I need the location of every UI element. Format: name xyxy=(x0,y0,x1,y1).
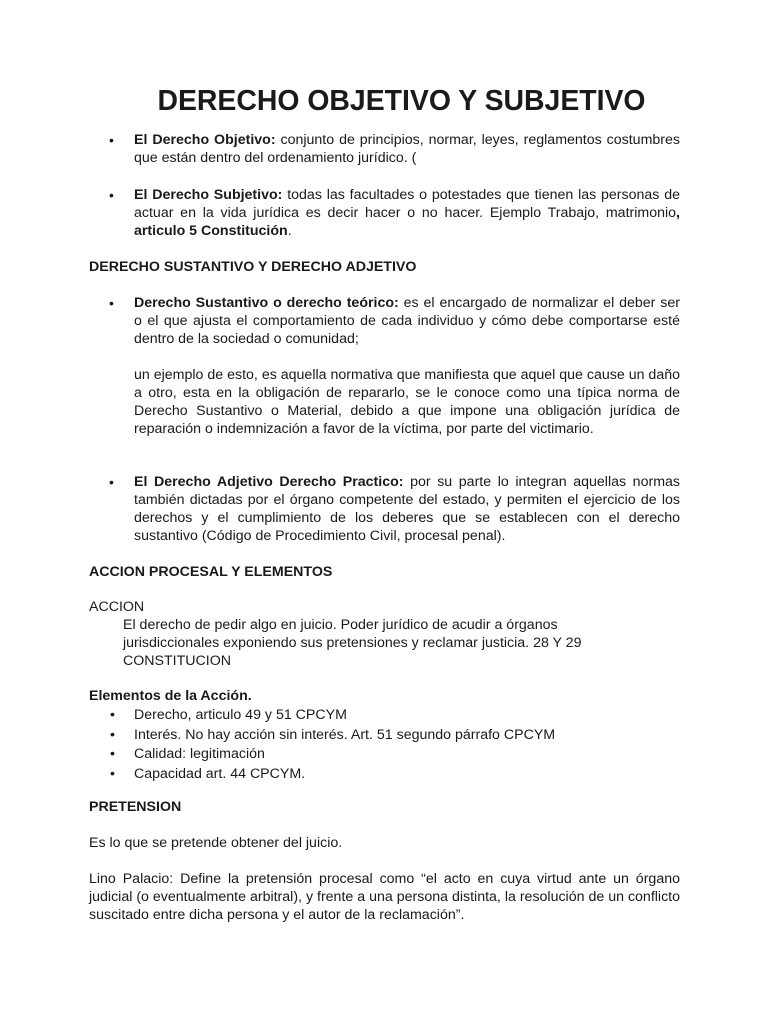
list-item-text: Interés. No hay acción sin interés. Art. 51 segundo párrafo CPCYM xyxy=(134,726,556,743)
term-definition: es el encargado de normalizar el deber ser o el que ajusta el comportamiento de cada individuo y cómo debe comportarse esté dentro de la sociedad o comunidad; xyxy=(134,295,680,347)
elementos-heading: Elementos de la Acción. xyxy=(89,688,252,704)
term-definition: por su parte lo integran aquellas normas también dictadas por el órgano competente del estado, y permiten el ejercicio de los derechos y el cumplimiento de los deberes que se establecen con el derecho sustantivo (Código de Procedimiento Civil, procesal penal). xyxy=(134,474,680,544)
term-label: El Derecho Subjetivo: xyxy=(134,187,283,203)
accion-definition: El derecho de pedir algo en juicio. Poder jurídico de acudir a órganos jurisdiccionales exponiendo sus pretensiones y reclamar justicia. 28 Y 29 CONSTITUCION xyxy=(123,617,582,669)
list-item-derecho-subjetivo xyxy=(134,186,680,240)
bullet-marker: • xyxy=(109,132,114,148)
list-item-text: Calidad: legitimación xyxy=(134,746,265,762)
bullet-marker: • xyxy=(110,707,115,723)
list-item-text: Derecho, articulo 49 y 51 CPCYM xyxy=(134,707,347,723)
section-heading-accion-procesal: ACCION PROCESAL Y ELEMENTOS xyxy=(89,564,333,580)
emphasis-text: , articulo 5 Constitución xyxy=(134,205,680,239)
list-item-derecho-adjetivo xyxy=(134,473,680,545)
elementos-list xyxy=(110,706,555,784)
bullet-marker: • xyxy=(110,746,115,762)
term-tail: . xyxy=(287,223,292,239)
list-item xyxy=(110,726,555,746)
list-item xyxy=(110,765,555,785)
term-definition: conjunto de principios, normar, leyes, reglamentos costumbres que están dentro del ordenamiento jurídico. ( xyxy=(134,132,680,166)
pretension-intro: Es lo que se pretende obtener del juicio. xyxy=(89,835,343,851)
bullet-marker: • xyxy=(109,295,114,311)
term-definition: todas las facultades o potestades que tienen las personas de actuar en la vida jurídica es decir hacer o no hacer. Ejemplo Trabajo, matrimonio xyxy=(134,187,680,221)
page-title: DERECHO OBJETIVO Y SUBJETIVO xyxy=(157,85,646,117)
section-heading-sustantivo-adjetivo: DERECHO SUSTANTIVO Y DERECHO ADJETIVO xyxy=(89,259,417,275)
bullet-marker: • xyxy=(110,765,115,782)
list-item-text: Capacidad art. 44 CPCYM. xyxy=(134,765,306,782)
pretension-quote: Lino Palacio: Define la pretensión procesal como “el acto en cuya virtud ante un órgano judicial (o eventualmente arbitral), y frente a una persona distinta, la resolución de un conflicto suscitado entre dicha persona y el autor de la reclamación”. xyxy=(89,871,680,923)
bullet-marker: • xyxy=(109,187,114,203)
bullet-marker: • xyxy=(110,726,115,743)
term-label: El Derecho Objetivo: xyxy=(134,132,276,148)
bullet-marker: • xyxy=(109,474,114,490)
list-item xyxy=(110,706,555,726)
list-item-derecho-objetivo xyxy=(134,131,680,167)
accion-label: ACCION xyxy=(89,599,145,615)
example-paragraph: un ejemplo de esto, es aquella normativa que manifiesta que aquel que cause un daño a otro, esta en la obligación de repararlo, se le conoce como una típica norma de Derecho Sustantivo o Material, debido a que impone una obligación jurídica de reparación o indemnización a favor de la víctima, por parte del victimario. xyxy=(134,367,680,437)
term-label: El Derecho Adjetivo Derecho Practico: xyxy=(134,474,404,490)
term-label: Derecho Sustantivo o derecho teórico: xyxy=(134,295,399,311)
section-heading-pretension: PRETENSION xyxy=(89,799,182,815)
list-item xyxy=(110,745,555,765)
list-item-derecho-sustantivo xyxy=(134,294,680,348)
